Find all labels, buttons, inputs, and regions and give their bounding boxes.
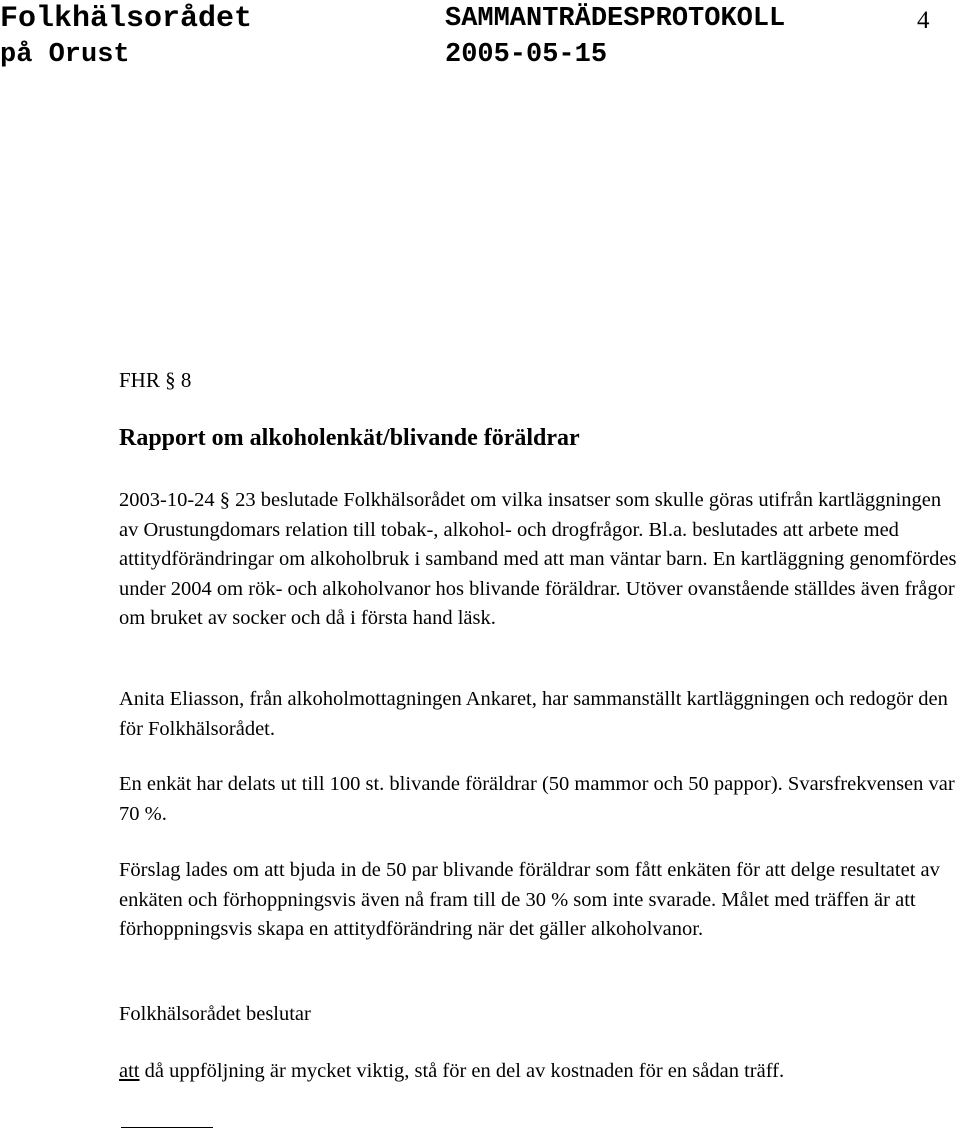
decision-text: då uppföljning är mycket viktig, stå för en del av kostnaden för en sådan träff. bbox=[139, 1060, 785, 1082]
decision-statement bbox=[119, 1057, 960, 1087]
signature-line bbox=[121, 1127, 213, 1128]
section-id: FHR § 8 bbox=[119, 368, 192, 392]
section-heading: Rapport om alkoholenkät/blivande föräldrar bbox=[119, 425, 580, 451]
document-title: SAMMANTRÄDESPROTOKOLL bbox=[445, 4, 786, 34]
decision-att-keyword: att bbox=[119, 1060, 140, 1082]
paragraph-presenter: Anita Eliasson, från alkoholmottagningen Ankaret, har sammanställt kartläggningen och redogör den för Folkhälsorådet. bbox=[119, 688, 948, 740]
page-number: 4 bbox=[917, 7, 930, 34]
meeting-date: 2005-05-15 bbox=[445, 40, 608, 70]
organization-location: på Orust bbox=[0, 40, 130, 70]
paragraph-background: 2003-10-24 § 23 beslutade Folkhälsorådet om vilka insatser som skulle göras utifrån kartläggningen av Orustungdomars relation till tobak-, alkohol- och drogfrågor. Bl.a. beslutades att arbete med attitydförändringar om alkoholbruk i samband med att man väntar barn. En kartläggning genomfördes under 2004 om rök- och alkoholvanor hos blivande föräldrar. Utöver ovanstående ställdes även frågor om bruket av socker och då i första hand läsk. bbox=[119, 489, 957, 629]
organization-name: Folkhälsorådet bbox=[0, 2, 253, 36]
decision-label: Folkhälsorådet beslutar bbox=[119, 1003, 311, 1025]
paragraph-survey: En enkät har delats ut till 100 st. blivande föräldrar (50 mammor och 50 pappor). Svarsfrekvensen var 70 %. bbox=[119, 773, 955, 825]
paragraph-proposal: Förslag lades om att bjuda in de 50 par blivande föräldrar som fått enkäten för att delge resultatet av enkäten och förhoppningsvis även nå fram till de 30 % som inte svarade. Målet med träffen är att förhoppningsvis skapa en attitydförändring när det gäller alkoholvanor. bbox=[119, 859, 940, 940]
